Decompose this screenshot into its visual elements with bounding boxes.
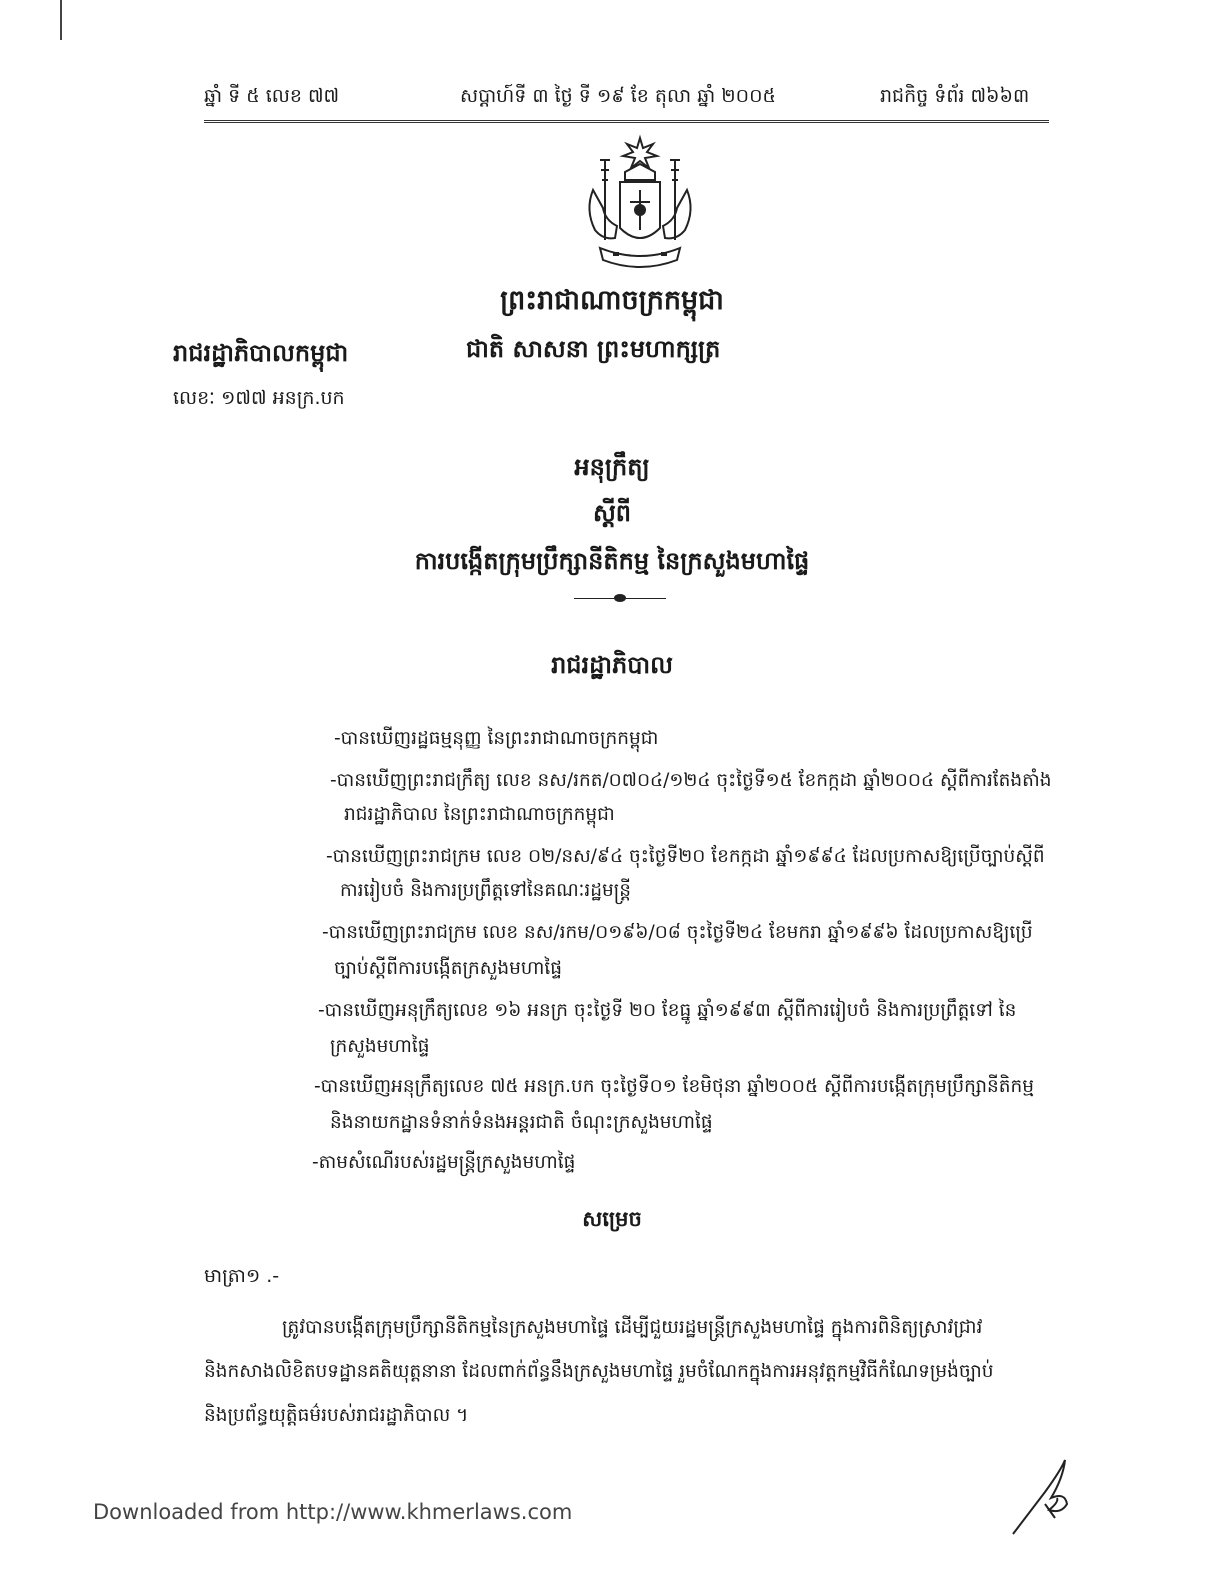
download-source-footer: Downloaded from http://www.khmerlaws.com [93, 1500, 573, 1524]
visa-item: -តាមសំណើរបស់រដ្ឋមន្ត្រីក្រសួងមហាផ្ទៃ [312, 1152, 576, 1173]
header-rule [204, 120, 1049, 123]
visa-item-continuation: ច្បាប់ស្តីពីការបង្កើតក្រសួងមហាផ្ទៃ [334, 958, 562, 979]
gazette-header-left: ឆ្នាំ ទី ៥ លេខ ៧៧ [204, 85, 340, 107]
visa-item-continuation: ការរៀបចំ និងការប្រព្រឹត្តទៅនៃគណៈរដ្ឋមន្ត្រី [340, 880, 632, 901]
visa-item: -បានឃើញព្រះរាជក្រឹត្យ លេខ នស/រកត/០៧០៤/១២៤ ចុះថ្ងៃទី១៥ ខែកក្កដា ឆ្នាំ២០០៤ ស្តីពីការតែងតាំង [330, 770, 1052, 791]
visa-item-continuation: ក្រសួងមហាផ្ទៃ [330, 1036, 430, 1057]
royal-coat-of-arms-icon [565, 130, 715, 280]
article-paragraph-line: ត្រូវបានបង្កើតក្រុមប្រឹក្សានីតិកម្មនៃក្រសួងមហាផ្ទៃ ដើម្បីជួយរដ្ឋមន្ត្រីក្រសួងមហាផ្ទៃ ក្នុងការពិនិត្យស្រាវជ្រាវ [282, 1317, 983, 1338]
issuer-name: រាជរដ្ឋាភិបាលកម្ពុជា [173, 339, 349, 367]
left-margin-mark [60, 0, 62, 40]
visa-item: -បានឃើញអនុក្រឹត្យលេខ ៧៥ អនក្រ.បក ចុះថ្ងៃទី០១ ខែមិថុនា ឆ្នាំ២០០៥ ស្តីពីការបង្កើតក្រុមប្រឹក្សានីតិកម្ម [314, 1076, 1035, 1097]
authority-heading: រាជរដ្ឋាភិបាល [551, 651, 673, 679]
visa-item: -បានឃើញព្រះរាជក្រម លេខ ០២/នស/៩៤ ចុះថ្ងៃទី២០ ខែកក្កដា ឆ្នាំ១៩៩៤ ដែលប្រកាសឱ្យប្រើច្បាប់ស្តីពី [326, 846, 1045, 867]
initials-signature [1005, 1452, 1085, 1542]
decision-heading: សម្រេច [582, 1207, 642, 1231]
visa-item: -បានឃើញអនុក្រឹត្យលេខ ១៦ អនក្រ ចុះថ្ងៃទី ២០ ខែធ្នូ ឆ្នាំ១៩៩៣ ស្តីពីការរៀបចំ និងការប្រព្រឹត្តទៅ នៃ [318, 1000, 1017, 1021]
visa-item: -បានឃើញព្រះរាជក្រម លេខ នស/រកម/០១៩៦/០៨ ចុះថ្ងៃទី២៤ ខែមករា ឆ្នាំ១៩៩៦ ដែលប្រកាសឱ្យប្រើ [322, 922, 1033, 943]
title-subject-prefix: ស្តីពី [592, 499, 632, 527]
gazette-header-center: សប្តាហ៍ទី ៣ ថ្ងៃ ទី ១៩ ខែ តុលា ឆ្នាំ ២០០៥ [460, 85, 776, 107]
gazette-header-right: រាជកិច្ច ទំព័រ ៧៦៦៣ [880, 85, 1030, 107]
article-paragraph-line: និងប្រព័ន្ធយុត្តិធម៌របស់រាជរដ្ឋាភិបាល ។ [204, 1405, 469, 1426]
document-type-title: អនុក្រឹត្យ [574, 453, 650, 481]
title-subject: ការបង្កើតក្រុមប្រឹក្សានីតិកម្ម នៃក្រសួងមហាផ្ទៃ [414, 547, 810, 575]
article-label: មាត្រា១ .- [204, 1265, 280, 1287]
visa-item-continuation: រាជរដ្ឋាភិបាល នៃព្រះរាជាណាចក្រកម្ពុជា [344, 804, 615, 825]
title-divider-ornament [614, 594, 626, 602]
kingdom-title: ព្រះរាជាណាចក្រកម្ពុជា [500, 285, 724, 316]
visa-item-continuation: និងនាយកដ្ឋានទំនាក់ទំនងអន្តរជាតិ ចំណុះក្រសួងមហាផ្ទៃ [330, 1112, 713, 1133]
reference-number: លេខៈ ១៧៧ អនក្រ.បក [173, 387, 345, 409]
article-paragraph-line: និងកសាងលិខិតបទដ្ឋានគតិយុត្តនានា ដែលពាក់ព័ន្ធនឹងក្រសួងមហាផ្ទៃ រួមចំណែកក្នុងការអនុវត្តកម្មវិធីកំណែទម្រង់ច្បាប់ [204, 1361, 994, 1382]
visa-item: -បានឃើញរដ្ឋធម្មនុញ្ញ នៃព្រះរាជាណាចក្រកម្ពុជា [334, 728, 659, 749]
national-motto: ជាតិ សាសនា ព្រះមហាក្សត្រ [466, 335, 721, 363]
